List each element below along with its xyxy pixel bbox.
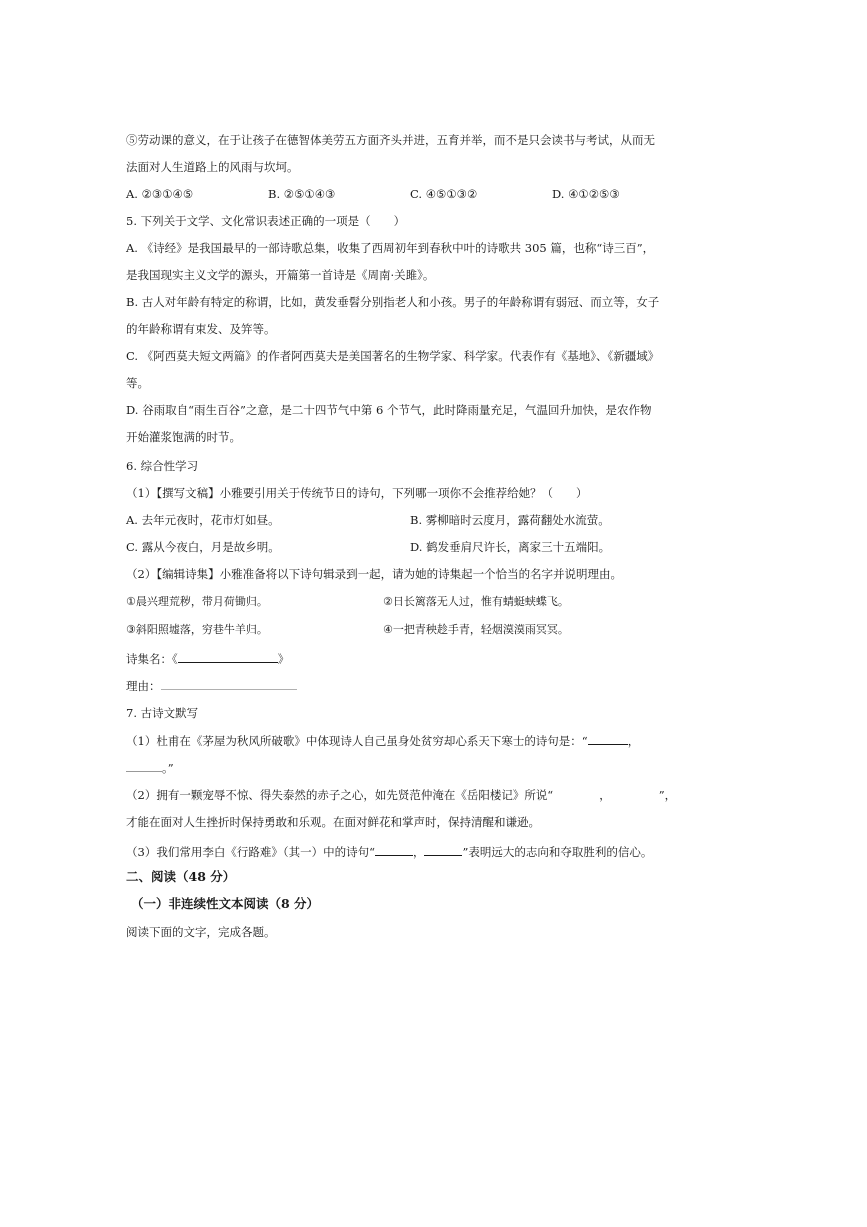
reason-blank[interactable] [161, 677, 297, 690]
q7-part2-line2: 才能在面对人生挫折时保持勇敢和乐观。在面对鲜花和掌声时，保持清醒和谦逊。 [126, 815, 540, 829]
q7-part3-comma: ， [412, 845, 425, 859]
q6-poem-3: ③斜阳照墟落，穷巷牛羊归。 [126, 623, 268, 636]
q5-option-d-line1[interactable]: D. 谷雨取自“雨生百谷”之意，是二十四节气中第 6 个节气，此时降雨量充足，气温回升加快，是农作物 [126, 403, 652, 417]
q6-collection-name-row [126, 650, 289, 667]
q7-part2-close: ”， [658, 788, 677, 802]
q7-part3-close: ”表明远大的志向和夺取胜利的信心。 [462, 845, 653, 859]
collection-name-label: 诗集名：《 [126, 652, 178, 666]
section-2-instruction: 阅读下面的文字，完成各题。 [126, 925, 276, 939]
q7-part2-text: （2）拥有一颗宠辱不惊、得失泰然的赤子之心，如先贤范仲淹在《岳阳楼记》所说“ [126, 788, 554, 802]
reason-label: 理由： [126, 679, 161, 693]
q5-option-a-line1[interactable]: A. 《诗经》是我国最早的一部诗歌总集，收集了西周初年到春秋中叶的诗歌共 305 篇，也称“诗三百”， [126, 241, 655, 255]
q6-poem-4: ④一把青秧趁手青，轻烟漠漠雨冥冥。 [383, 623, 569, 636]
q7-part3-line [126, 843, 652, 860]
q4-option-a[interactable]: A. ②③①④⑤ [126, 187, 194, 201]
q6-poem-1: ①晨兴理荒秽，带月荷锄归。 [126, 595, 268, 608]
collection-name-close: 》 [277, 652, 290, 666]
q7-part1-close: 。” [162, 761, 174, 775]
section-2-subheading: （一）非连续性文本阅读（8 分） [131, 896, 320, 911]
q7-part1-blank-1[interactable] [588, 732, 628, 745]
q7-part1-line1 [126, 732, 639, 749]
q5-option-d-line2: 开始灌浆饱满的时节。 [126, 430, 241, 444]
q7-part3-text: （3）我们常用李白《行路难》（其一）中的诗句“ [126, 845, 375, 859]
q5-option-b-line2: 的年龄称谓有束发、及笄等。 [126, 322, 276, 336]
q6-option-c[interactable]: C. 露从今夜白，月是故乡明。 [126, 540, 280, 554]
q7-part3-blank-2[interactable] [424, 843, 462, 856]
section-2-heading: 二、阅读（48 分） [126, 869, 236, 884]
q7-part3-blank-1[interactable] [375, 843, 413, 856]
q7-part2-comma: ， [599, 788, 611, 802]
q5-option-c-line1[interactable]: C. 《阿西莫夫短文两篇》的作者阿西莫夫是美国著名的生物学家、科学家。代表作有《基地》、《新疆域》 [126, 349, 660, 363]
q5-option-c-line2: 等。 [126, 376, 149, 390]
q6-part1-stem: （1）【撰写文稿】小雅要引用关于传统节日的诗句，下列哪一项你不会推荐给她？（ ） [126, 486, 588, 500]
q6-option-a[interactable]: A. 去年元夜时，花市灯如昼。 [126, 513, 280, 527]
q5-option-a-line2: 是我国现实主义文学的源头，开篇第一首诗是《周南·关雎》。 [126, 268, 435, 282]
q5-option-b-line1[interactable]: B. 古人对年龄有特定的称谓，比如，黄发垂髫分别指老人和小孩。男子的年龄称谓有弱冠、而立等，女子 [126, 295, 660, 309]
q6-option-d[interactable]: D. 鹤发垂肩尺许长，离家三十五端阳。 [410, 540, 611, 554]
q6-part2-stem: （2）【编辑诗集】小雅准备将以下诗句辑录到一起，请为她的诗集起一个恰当的名字并说明理由。 [126, 567, 623, 581]
q4-option-d[interactable]: D. ④①②⑤③ [552, 187, 620, 201]
q7-part1-text: （1）杜甫在《茅屋为秋风所破歌》中体现诗人自己虽身处贫穷却心系天下寒士的诗句是：“ [126, 734, 588, 748]
q5-stem: 5. 下列关于文学、文化常识表述正确的一项是（ ） [126, 214, 406, 228]
q4-option-c[interactable]: C. ④⑤①③② [410, 187, 478, 201]
q4-item5-line2: 法面对人生道路上的风雨与坎坷。 [126, 160, 299, 174]
q4-item5-line1: ⑤劳动课的意义，在于让孩子在德智体美劳五方面齐头并进，五育并举，而不是只会读书与考试，从而无 [126, 133, 655, 147]
q6-option-b[interactable]: B. 雾柳暗时云度月，露荷翻处水流萤。 [410, 513, 610, 527]
q4-option-b[interactable]: B. ②⑤①④③ [268, 187, 336, 201]
q7-part1-line2 [126, 759, 174, 776]
q6-reason-row [126, 677, 297, 694]
collection-name-blank[interactable] [178, 650, 278, 663]
q7-title: 7. 古诗文默写 [126, 706, 199, 720]
q6-title: 6. 综合性学习 [126, 459, 199, 473]
q7-part1-blank-2[interactable] [126, 759, 162, 772]
q7-part2-line1 [126, 787, 676, 803]
q7-part1-comma: ， [627, 734, 640, 748]
q6-poem-2: ②日长篱落无人过，惟有蜻蜓蛱蝶飞。 [383, 595, 569, 608]
